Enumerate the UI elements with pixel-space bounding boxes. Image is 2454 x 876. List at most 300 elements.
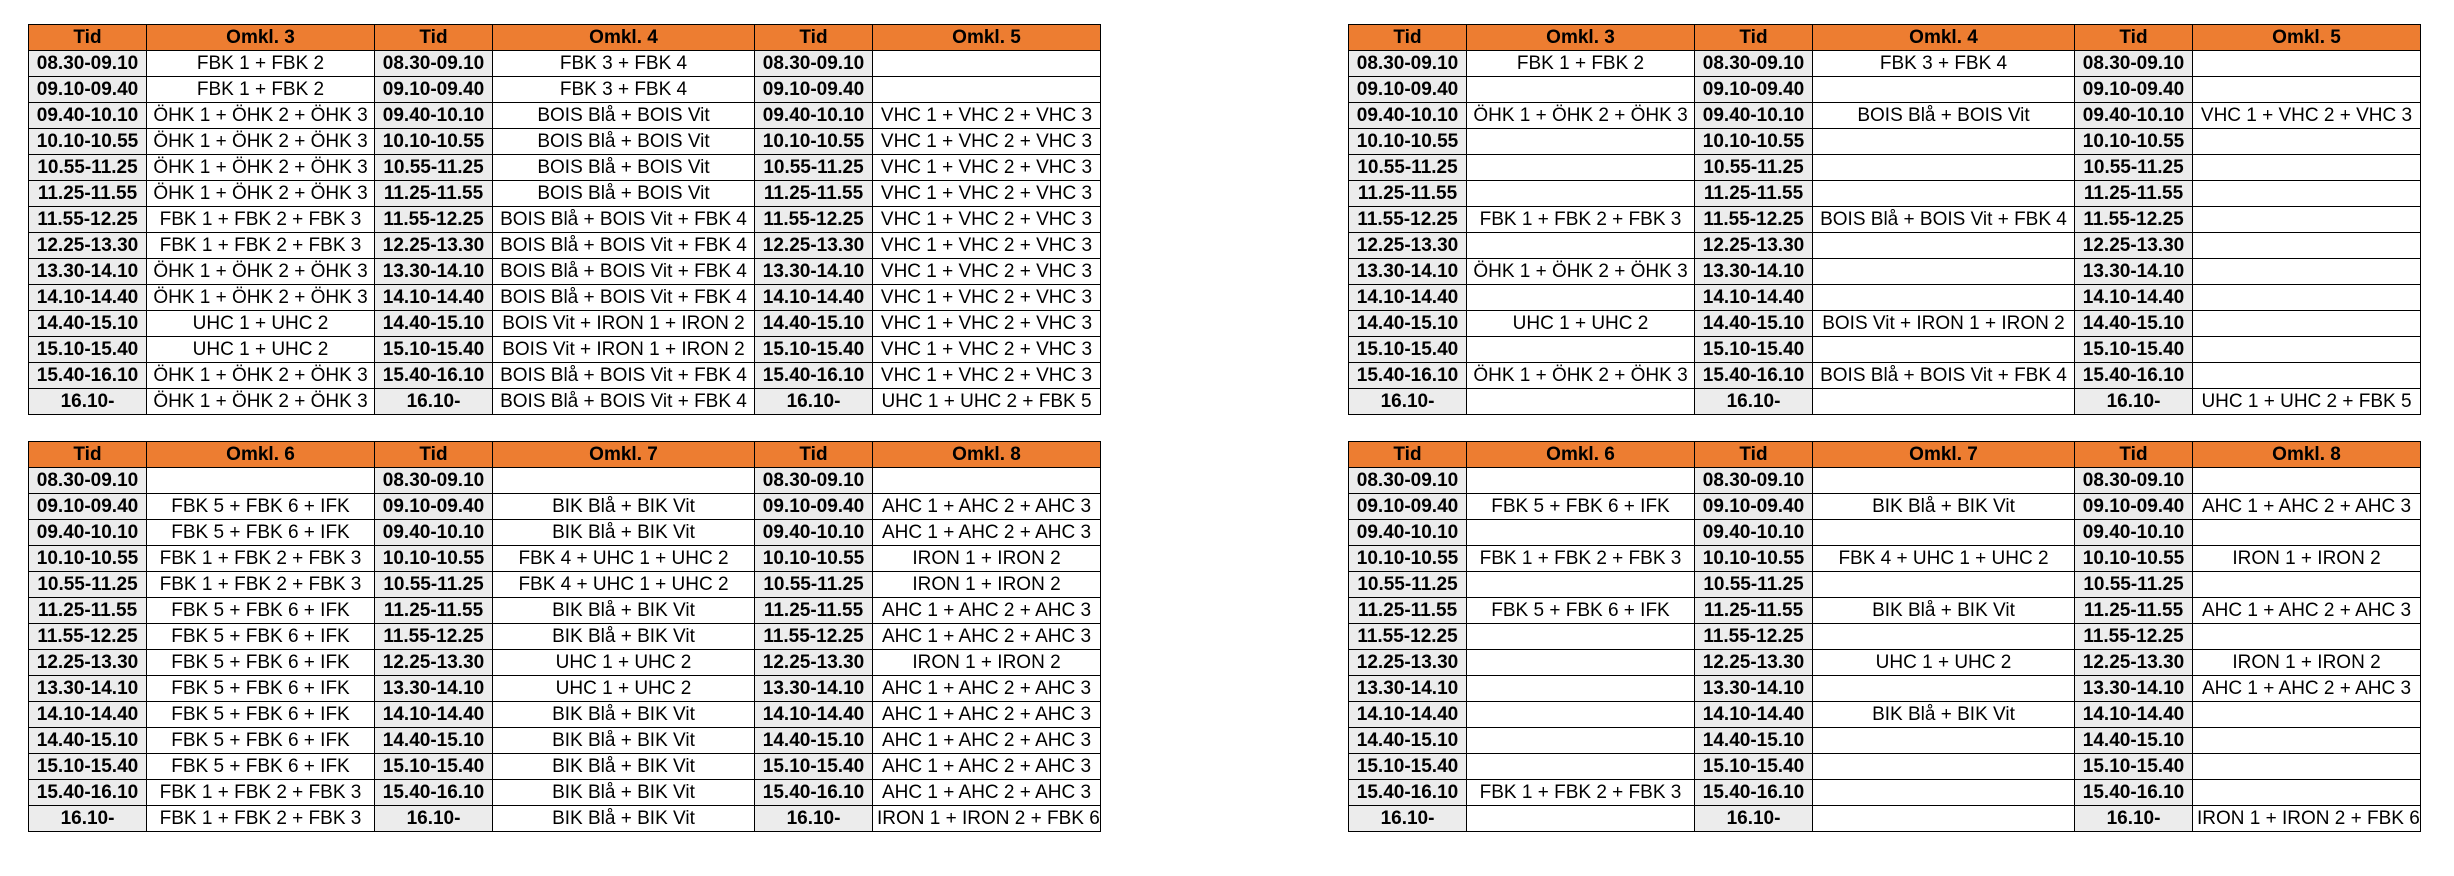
assignment-cell: FBK 5 + FBK 6 + IFK [147,494,375,520]
assignment-cell: UHC 1 + UHC 2 + FBK 5 [2193,389,2421,415]
time-slot-cell: 16.10- [29,806,147,832]
table-row [29,389,1101,415]
time-slot-cell: 08.30-09.10 [1349,468,1467,494]
table-row [29,494,1101,520]
assignment-cell [2193,51,2421,77]
time-slot-cell: 08.30-09.10 [755,51,873,77]
table-row [29,103,1101,129]
table-row [29,676,1101,702]
time-slot-cell: 08.30-09.10 [1695,468,1813,494]
time-slot-cell: 09.40-10.10 [1695,103,1813,129]
time-slot-cell: 15.40-16.10 [1349,363,1467,389]
time-slot-cell: 16.10- [1349,389,1467,415]
table-row [29,650,1101,676]
assignment-cell [1813,468,2075,494]
assignment-cell [1813,780,2075,806]
assignment-cell: ÖHK 1 + ÖHK 2 + ÖHK 3 [147,259,375,285]
time-slot-cell: 10.10-10.55 [1349,546,1467,572]
assignment-cell [2193,468,2421,494]
assignment-cell: FBK 4 + UHC 1 + UHC 2 [493,546,755,572]
assignment-cell: VHC 1 + VHC 2 + VHC 3 [873,155,1101,181]
header-row [29,442,1101,468]
assignment-cell [1813,806,2075,832]
time-slot-cell: 15.40-16.10 [375,780,493,806]
time-slot-cell: 09.10-09.40 [375,494,493,520]
assignment-cell: VHC 1 + VHC 2 + VHC 3 [2193,103,2421,129]
time-slot-cell: 11.25-11.55 [755,598,873,624]
assignment-cell [2193,337,2421,363]
time-slot-cell: 13.30-14.10 [29,676,147,702]
table-row [1349,468,2421,494]
time-slot-cell: 12.25-13.30 [2075,233,2193,259]
assignment-cell: BIK Blå + BIK Vit [1813,494,2075,520]
assignment-cell [1467,806,1695,832]
time-slot-cell: 14.40-15.10 [1349,728,1467,754]
time-slot-cell: 15.40-16.10 [29,780,147,806]
assignment-cell: BIK Blå + BIK Vit [1813,702,2075,728]
assignment-cell: AHC 1 + AHC 2 + AHC 3 [873,728,1101,754]
assignment-cell: BIK Blå + BIK Vit [493,780,755,806]
assignment-cell: ÖHK 1 + ÖHK 2 + ÖHK 3 [147,181,375,207]
time-slot-cell: 16.10- [1695,389,1813,415]
assignment-cell [1467,155,1695,181]
table-row [1349,181,2421,207]
table-row [1349,103,2421,129]
time-slot-cell: 14.10-14.40 [2075,702,2193,728]
assignment-cell: FBK 5 + FBK 6 + IFK [1467,598,1695,624]
table-row [1349,51,2421,77]
table-row [1349,728,2421,754]
assignment-cell: BOIS Blå + BOIS Vit + FBK 4 [493,285,755,311]
assignment-cell [1813,337,2075,363]
time-slot-cell: 16.10- [1349,806,1467,832]
assignment-cell: BOIS Blå + BOIS Vit + FBK 4 [493,259,755,285]
time-slot-cell: 11.25-11.55 [1695,598,1813,624]
time-slot-cell: 12.25-13.30 [1695,233,1813,259]
assignment-cell: AHC 1 + AHC 2 + AHC 3 [2193,494,2421,520]
time-slot-cell: 11.55-12.25 [1349,207,1467,233]
time-slot-cell: 12.25-13.30 [375,233,493,259]
assignment-cell: UHC 1 + UHC 2 [1813,650,2075,676]
assignment-cell: VHC 1 + VHC 2 + VHC 3 [873,285,1101,311]
time-slot-cell: 11.55-12.25 [1695,624,1813,650]
table-row [29,728,1101,754]
time-slot-cell: 08.30-09.10 [2075,468,2193,494]
assignment-cell: FBK 1 + FBK 2 [147,77,375,103]
assignment-cell [1813,77,2075,103]
time-slot-cell: 13.30-14.10 [1695,259,1813,285]
table-row [1349,494,2421,520]
assignment-cell: AHC 1 + AHC 2 + AHC 3 [873,780,1101,806]
time-slot-cell: 15.10-15.40 [2075,754,2193,780]
assignment-cell [2193,129,2421,155]
table-row [1349,650,2421,676]
assignment-cell: FBK 1 + FBK 2 + FBK 3 [147,207,375,233]
time-slot-cell: 12.25-13.30 [1695,650,1813,676]
table-row [1349,546,2421,572]
assignment-cell: BOIS Blå + BOIS Vit [493,181,755,207]
assignment-cell: UHC 1 + UHC 2 [493,676,755,702]
assignment-cell: BIK Blå + BIK Vit [493,806,755,832]
time-slot-cell: 10.10-10.55 [29,129,147,155]
assignment-cell [2193,572,2421,598]
assignment-cell: IRON 1 + IRON 2 [873,650,1101,676]
assignment-cell [493,468,755,494]
table-row [1349,598,2421,624]
time-slot-cell: 11.55-12.25 [1349,624,1467,650]
time-slot-cell: 14.40-15.10 [29,728,147,754]
time-slot-cell: 11.25-11.55 [755,181,873,207]
assignment-cell: AHC 1 + AHC 2 + AHC 3 [873,598,1101,624]
assignment-cell [2193,702,2421,728]
time-slot-cell: 10.55-11.25 [29,572,147,598]
assignment-cell [1813,624,2075,650]
assignment-cell [1467,285,1695,311]
table-row [29,77,1101,103]
table-row [1349,285,2421,311]
time-slot-cell: 16.10- [1695,806,1813,832]
assignment-cell: ÖHK 1 + ÖHK 2 + ÖHK 3 [1467,259,1695,285]
assignment-cell [2193,624,2421,650]
assignment-cell: ÖHK 1 + ÖHK 2 + ÖHK 3 [147,103,375,129]
time-slot-cell: 14.10-14.40 [29,702,147,728]
time-slot-cell: 14.10-14.40 [755,285,873,311]
header-row [1349,442,2421,468]
assignment-cell: BIK Blå + BIK Vit [493,520,755,546]
assignment-cell: FBK 4 + UHC 1 + UHC 2 [493,572,755,598]
time-slot-cell: 10.10-10.55 [29,546,147,572]
assignment-cell: AHC 1 + AHC 2 + AHC 3 [873,676,1101,702]
group-column-header: Omkl. 8 [873,442,1101,468]
time-slot-cell: 15.40-16.10 [1695,363,1813,389]
assignment-cell: UHC 1 + UHC 2 [147,311,375,337]
table-row [1349,155,2421,181]
assignment-cell: FBK 1 + FBK 2 + FBK 3 [147,780,375,806]
assignment-cell [1813,155,2075,181]
assignment-cell [1813,233,2075,259]
time-slot-cell: 10.55-11.25 [2075,572,2193,598]
assignment-cell: FBK 5 + FBK 6 + IFK [147,650,375,676]
time-slot-cell: 11.25-11.55 [2075,181,2193,207]
table-row [29,754,1101,780]
assignment-cell [1467,233,1695,259]
time-column-header: Tid [755,25,873,51]
time-slot-cell: 14.40-15.10 [1695,311,1813,337]
assignment-cell: FBK 5 + FBK 6 + IFK [147,702,375,728]
group-column-header: Omkl. 6 [147,442,375,468]
group-column-header: Omkl. 5 [2193,25,2421,51]
assignment-cell: BOIS Blå + BOIS Vit [1813,103,2075,129]
time-slot-cell: 14.10-14.40 [29,285,147,311]
assignment-cell: ÖHK 1 + ÖHK 2 + ÖHK 3 [147,389,375,415]
assignment-cell: UHC 1 + UHC 2 + FBK 5 [873,389,1101,415]
assignment-cell: FBK 1 + FBK 2 + FBK 3 [1467,207,1695,233]
table-row [1349,363,2421,389]
assignment-cell [2193,233,2421,259]
table-row [29,546,1101,572]
assignment-cell: FBK 1 + FBK 2 + FBK 3 [147,806,375,832]
assignment-cell: AHC 1 + AHC 2 + AHC 3 [873,702,1101,728]
time-slot-cell: 12.25-13.30 [29,650,147,676]
assignment-cell [1813,129,2075,155]
time-slot-cell: 10.10-10.55 [1695,129,1813,155]
table-row [29,155,1101,181]
time-slot-cell: 15.10-15.40 [29,754,147,780]
table-row [1349,129,2421,155]
time-slot-cell: 11.55-12.25 [1695,207,1813,233]
time-slot-cell: 11.55-12.25 [755,207,873,233]
assignment-cell [2193,728,2421,754]
time-slot-cell: 15.10-15.40 [375,337,493,363]
time-slot-cell: 14.40-15.10 [375,311,493,337]
table-row [1349,259,2421,285]
assignment-cell: IRON 1 + IRON 2 [2193,546,2421,572]
assignment-cell [1467,676,1695,702]
time-slot-cell: 16.10- [2075,806,2193,832]
time-column-header: Tid [375,442,493,468]
time-slot-cell: 16.10- [2075,389,2193,415]
assignment-cell [1813,728,2075,754]
time-slot-cell: 11.25-11.55 [375,181,493,207]
assignment-cell: BOIS Blå + BOIS Vit + FBK 4 [493,363,755,389]
assignment-cell: UHC 1 + UHC 2 [493,650,755,676]
time-slot-cell: 12.25-13.30 [29,233,147,259]
time-slot-cell: 10.55-11.25 [2075,155,2193,181]
time-column-header: Tid [29,25,147,51]
assignment-cell [1467,77,1695,103]
assignment-cell [147,468,375,494]
time-slot-cell: 11.25-11.55 [1349,598,1467,624]
assignment-cell: VHC 1 + VHC 2 + VHC 3 [873,181,1101,207]
time-slot-cell: 09.40-10.10 [755,103,873,129]
time-slot-cell: 11.55-12.25 [29,207,147,233]
time-slot-cell: 16.10- [29,389,147,415]
time-slot-cell: 15.10-15.40 [375,754,493,780]
assignment-cell: ÖHK 1 + ÖHK 2 + ÖHK 3 [147,363,375,389]
assignment-cell: FBK 5 + FBK 6 + IFK [147,624,375,650]
block-spacer [1349,415,2421,442]
time-column-header: Tid [2075,442,2193,468]
time-column-header: Tid [755,442,873,468]
time-slot-cell: 15.40-16.10 [755,363,873,389]
schedule-sheet-full [28,24,1101,832]
assignment-cell: UHC 1 + UHC 2 [147,337,375,363]
time-slot-cell: 09.10-09.40 [755,494,873,520]
time-slot-cell: 13.30-14.10 [1349,259,1467,285]
table-row [1349,702,2421,728]
time-slot-cell: 13.30-14.10 [2075,676,2193,702]
time-slot-cell: 09.40-10.10 [375,520,493,546]
assignment-cell: IRON 1 + IRON 2 [873,546,1101,572]
assignment-cell: FBK 5 + FBK 6 + IFK [147,754,375,780]
time-slot-cell: 15.10-15.40 [755,754,873,780]
time-slot-cell: 15.40-16.10 [1695,780,1813,806]
time-slot-cell: 09.10-09.40 [1695,77,1813,103]
time-slot-cell: 09.40-10.10 [375,103,493,129]
time-slot-cell: 08.30-09.10 [375,51,493,77]
assignment-cell: FBK 1 + FBK 2 [147,51,375,77]
time-slot-cell: 08.30-09.10 [1695,51,1813,77]
assignment-cell: FBK 5 + FBK 6 + IFK [147,728,375,754]
block-spacer [29,415,1101,442]
assignment-cell: VHC 1 + VHC 2 + VHC 3 [873,363,1101,389]
assignment-cell: VHC 1 + VHC 2 + VHC 3 [873,259,1101,285]
assignment-cell [2193,259,2421,285]
group-column-header: Omkl. 8 [2193,442,2421,468]
assignment-cell: AHC 1 + AHC 2 + AHC 3 [873,520,1101,546]
assignment-cell [1467,520,1695,546]
assignment-cell: BIK Blå + BIK Vit [493,624,755,650]
group-column-header: Omkl. 7 [493,442,755,468]
assignment-cell [1467,337,1695,363]
assignment-cell: FBK 5 + FBK 6 + IFK [1467,494,1695,520]
assignment-cell: FBK 5 + FBK 6 + IFK [147,520,375,546]
assignment-cell: AHC 1 + AHC 2 + AHC 3 [873,494,1101,520]
time-slot-cell: 10.10-10.55 [755,546,873,572]
group-column-header: Omkl. 7 [1813,442,2075,468]
assignment-cell: FBK 1 + FBK 2 + FBK 3 [147,572,375,598]
time-slot-cell: 09.40-10.10 [2075,103,2193,129]
time-slot-cell: 10.55-11.25 [29,155,147,181]
time-slot-cell: 11.25-11.55 [1349,181,1467,207]
time-slot-cell: 10.55-11.25 [1349,155,1467,181]
time-slot-cell: 10.10-10.55 [2075,546,2193,572]
table-row [29,259,1101,285]
assignment-cell: VHC 1 + VHC 2 + VHC 3 [873,129,1101,155]
time-slot-cell: 14.40-15.10 [755,728,873,754]
time-slot-cell: 09.40-10.10 [755,520,873,546]
schedule-table [28,24,1101,832]
time-slot-cell: 11.55-12.25 [755,624,873,650]
table-row [1349,77,2421,103]
time-slot-cell: 11.25-11.55 [29,598,147,624]
assignment-cell: FBK 1 + FBK 2 [1467,51,1695,77]
time-slot-cell: 13.30-14.10 [375,676,493,702]
assignment-cell [1467,754,1695,780]
table-row [1349,207,2421,233]
assignment-cell [2193,77,2421,103]
assignment-cell: UHC 1 + UHC 2 [1467,311,1695,337]
time-slot-cell: 14.40-15.10 [2075,728,2193,754]
time-slot-cell: 13.30-14.10 [29,259,147,285]
time-slot-cell: 15.40-16.10 [755,780,873,806]
assignment-cell [1467,181,1695,207]
assignment-cell: ÖHK 1 + ÖHK 2 + ÖHK 3 [1467,103,1695,129]
assignment-cell [1813,285,2075,311]
time-slot-cell: 09.10-09.40 [2075,77,2193,103]
time-slot-cell: 15.40-16.10 [1349,780,1467,806]
time-column-header: Tid [1695,442,1813,468]
assignment-cell [2193,311,2421,337]
schedule-sheet-compact [1348,24,2421,832]
assignment-cell: FBK 1 + FBK 2 + FBK 3 [1467,780,1695,806]
assignment-cell: ÖHK 1 + ÖHK 2 + ÖHK 3 [147,129,375,155]
assignment-cell [2193,520,2421,546]
time-slot-cell: 10.55-11.25 [755,572,873,598]
time-slot-cell: 12.25-13.30 [755,650,873,676]
table-row [29,207,1101,233]
time-slot-cell: 12.25-13.30 [375,650,493,676]
time-column-header: Tid [29,442,147,468]
assignment-cell: BIK Blå + BIK Vit [493,754,755,780]
header-row [29,25,1101,51]
time-slot-cell: 11.25-11.55 [2075,598,2193,624]
time-slot-cell: 13.30-14.10 [1349,676,1467,702]
time-slot-cell: 16.10- [755,389,873,415]
time-slot-cell: 09.40-10.10 [2075,520,2193,546]
assignment-cell: BOIS Blå + BOIS Vit + FBK 4 [493,207,755,233]
assignment-cell: BOIS Vit + IRON 1 + IRON 2 [493,337,755,363]
time-slot-cell: 09.10-09.40 [1695,494,1813,520]
table-row [29,311,1101,337]
time-slot-cell: 15.40-16.10 [375,363,493,389]
assignment-cell: BOIS Blå + BOIS Vit + FBK 4 [493,233,755,259]
time-slot-cell: 09.10-09.40 [1349,77,1467,103]
assignment-cell [873,51,1101,77]
time-slot-cell: 09.40-10.10 [1349,103,1467,129]
assignment-cell: BIK Blå + BIK Vit [493,494,755,520]
assignment-cell [1813,520,2075,546]
table-row [1349,780,2421,806]
assignment-cell: BIK Blå + BIK Vit [493,598,755,624]
time-slot-cell: 13.30-14.10 [755,259,873,285]
time-slot-cell: 15.10-15.40 [1695,337,1813,363]
time-slot-cell: 09.40-10.10 [29,520,147,546]
assignment-cell: BOIS Blå + BOIS Vit [493,155,755,181]
table-row [29,702,1101,728]
time-slot-cell: 14.40-15.10 [375,728,493,754]
assignment-cell: BOIS Blå + BOIS Vit + FBK 4 [1813,363,2075,389]
assignment-cell: IRON 1 + IRON 2 + FBK 6 [873,806,1101,832]
time-slot-cell: 09.40-10.10 [29,103,147,129]
table-row [29,598,1101,624]
time-slot-cell: 10.10-10.55 [1695,546,1813,572]
time-column-header: Tid [1349,25,1467,51]
time-slot-cell: 14.10-14.40 [1349,702,1467,728]
assignment-cell [1467,572,1695,598]
assignment-cell: ÖHK 1 + ÖHK 2 + ÖHK 3 [1467,363,1695,389]
time-slot-cell: 09.10-09.40 [755,77,873,103]
assignment-cell: BOIS Vit + IRON 1 + IRON 2 [1813,311,2075,337]
table-row [29,468,1101,494]
assignment-cell [1467,624,1695,650]
time-slot-cell: 08.30-09.10 [29,51,147,77]
time-slot-cell: 11.25-11.55 [1695,181,1813,207]
time-slot-cell: 10.10-10.55 [755,129,873,155]
time-slot-cell: 08.30-09.10 [29,468,147,494]
time-slot-cell: 09.40-10.10 [1349,520,1467,546]
time-slot-cell: 14.40-15.10 [1695,728,1813,754]
assignment-cell: BOIS Vit + IRON 1 + IRON 2 [493,311,755,337]
time-slot-cell: 15.10-15.40 [1349,337,1467,363]
time-slot-cell: 14.10-14.40 [755,702,873,728]
table-row [29,572,1101,598]
time-slot-cell: 10.55-11.25 [1695,155,1813,181]
time-slot-cell: 09.10-09.40 [375,77,493,103]
assignment-cell: FBK 3 + FBK 4 [1813,51,2075,77]
assignment-cell: VHC 1 + VHC 2 + VHC 3 [873,207,1101,233]
assignment-cell [1467,728,1695,754]
group-column-header: Omkl. 3 [1467,25,1695,51]
time-slot-cell: 14.10-14.40 [1695,702,1813,728]
assignment-cell [1813,676,2075,702]
time-slot-cell: 14.40-15.10 [29,311,147,337]
time-slot-cell: 11.55-12.25 [29,624,147,650]
assignment-cell: FBK 1 + FBK 2 + FBK 3 [1467,546,1695,572]
time-slot-cell: 15.40-16.10 [29,363,147,389]
time-slot-cell: 10.55-11.25 [1695,572,1813,598]
assignment-cell: FBK 5 + FBK 6 + IFK [147,598,375,624]
